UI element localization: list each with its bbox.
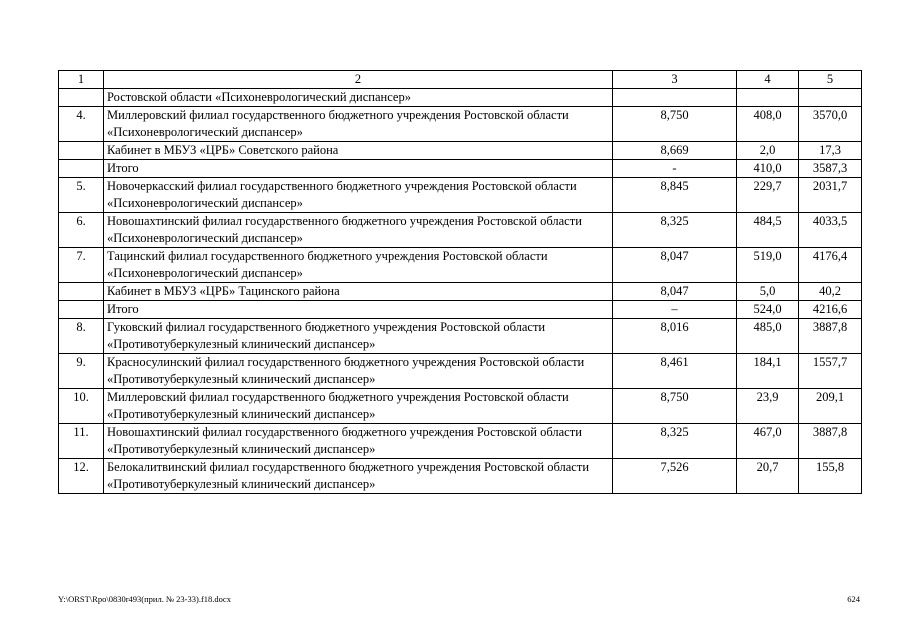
- table-row: [59, 459, 862, 494]
- row-number-cell: 7.: [59, 248, 104, 283]
- row-number-cell: [59, 301, 104, 319]
- col-4-cell: 519,0: [737, 248, 799, 283]
- institution-name-cell: Миллеровский филиал государственного бюджетного учреждения Ростовской области «Противотуберкулезный клинический диспансер»: [104, 389, 613, 424]
- col-4-cell: 485,0: [737, 319, 799, 354]
- col-4-cell: 20,7: [737, 459, 799, 494]
- row-number-cell: [59, 160, 104, 178]
- table-body: [59, 89, 862, 494]
- col-4-cell: 5,0: [737, 283, 799, 301]
- col-3-cell: 8,669: [613, 142, 737, 160]
- col-5-cell: 2031,7: [799, 178, 862, 213]
- table-row: [59, 178, 862, 213]
- col-5-cell: [799, 89, 862, 107]
- footer-page-number: 624: [847, 594, 860, 604]
- col-5-cell: 155,8: [799, 459, 862, 494]
- institution-name-cell: Гуковский филиал государственного бюджетного учреждения Ростовской области «Противотуберкулезный клинический диспансер»: [104, 319, 613, 354]
- row-number-cell: [59, 89, 104, 107]
- col-4-cell: 524,0: [737, 301, 799, 319]
- table-row: [59, 319, 862, 354]
- col-4-cell: 23,9: [737, 389, 799, 424]
- institution-name-cell: Миллеровский филиал государственного бюджетного учреждения Ростовской области «Психоневрологический диспансер»: [104, 107, 613, 142]
- col-5-cell: 17,3: [799, 142, 862, 160]
- header-col-5: 5: [799, 71, 862, 89]
- row-number-cell: 4.: [59, 107, 104, 142]
- institution-name-cell: Новошахтинский филиал государственного бюджетного учреждения Ростовской области «Противотуберкулезный клинический диспансер»: [104, 424, 613, 459]
- col-3-cell: 7,526: [613, 459, 737, 494]
- footer-file-path: Y:\ORST\Rpo\0830r493(прил. № 23-33).f18.docx: [58, 594, 231, 604]
- institution-name-cell: Белокалитвинский филиал государственного бюджетного учреждения Ростовской области «Противотуберкулезный клинический диспансер»: [104, 459, 613, 494]
- col-3-cell: 8,325: [613, 424, 737, 459]
- col-4-cell: 184,1: [737, 354, 799, 389]
- col-5-cell: 1557,7: [799, 354, 862, 389]
- header-col-2: 2: [104, 71, 613, 89]
- col-3-cell: 8,750: [613, 389, 737, 424]
- table-row: [59, 424, 862, 459]
- col-5-cell: 3887,8: [799, 319, 862, 354]
- col-3-cell: 8,750: [613, 107, 737, 142]
- row-number-cell: [59, 283, 104, 301]
- col-3-cell: 8,461: [613, 354, 737, 389]
- table-row: [59, 248, 862, 283]
- col-3-cell: 8,325: [613, 213, 737, 248]
- table-row: [59, 301, 862, 319]
- col-3-cell: -: [613, 160, 737, 178]
- table-head: [59, 71, 862, 89]
- institution-name-cell: Тацинский филиал государственного бюджетного учреждения Ростовской области «Психоневрологический диспансер»: [104, 248, 613, 283]
- col-3-cell: 8,047: [613, 283, 737, 301]
- row-number-cell: 6.: [59, 213, 104, 248]
- col-3-cell: 8,016: [613, 319, 737, 354]
- institution-name-cell: Кабинет в МБУЗ «ЦРБ» Советского района: [104, 142, 613, 160]
- institution-name-cell: Кабинет в МБУЗ «ЦРБ» Тацинского района: [104, 283, 613, 301]
- col-4-cell: 410,0: [737, 160, 799, 178]
- col-5-cell: 209,1: [799, 389, 862, 424]
- institution-name-cell: Новочеркасский филиал государственного бюджетного учреждения Ростовской области «Психоневрологический диспансер»: [104, 178, 613, 213]
- table-row: [59, 89, 862, 107]
- table-row: [59, 354, 862, 389]
- col-4-cell: 484,5: [737, 213, 799, 248]
- col-5-cell: 40,2: [799, 283, 862, 301]
- row-number-cell: 12.: [59, 459, 104, 494]
- header-col-3: 3: [613, 71, 737, 89]
- table-row: [59, 142, 862, 160]
- table-row: [59, 213, 862, 248]
- institution-name-cell: Красносулинский филиал государственного бюджетного учреждения Ростовской области «Противотуберкулезный клинический диспансер»: [104, 354, 613, 389]
- table-row: [59, 283, 862, 301]
- header-col-4: 4: [737, 71, 799, 89]
- col-3-cell: 8,845: [613, 178, 737, 213]
- institution-name-cell: Итого: [104, 160, 613, 178]
- row-number-cell: 5.: [59, 178, 104, 213]
- col-5-cell: 3887,8: [799, 424, 862, 459]
- table-row: [59, 160, 862, 178]
- row-number-cell: 11.: [59, 424, 104, 459]
- institution-name-cell: Новошахтинский филиал государственного бюджетного учреждения Ростовской области «Психоневрологический диспансер»: [104, 213, 613, 248]
- row-number-cell: 9.: [59, 354, 104, 389]
- institution-name-cell: Итого: [104, 301, 613, 319]
- row-number-cell: 8.: [59, 319, 104, 354]
- col-4-cell: 2,0: [737, 142, 799, 160]
- row-number-cell: 10.: [59, 389, 104, 424]
- col-5-cell: 3570,0: [799, 107, 862, 142]
- col-4-cell: [737, 89, 799, 107]
- col-3-cell: –: [613, 301, 737, 319]
- col-4-cell: 408,0: [737, 107, 799, 142]
- header-col-1: 1: [59, 71, 104, 89]
- col-5-cell: 4176,4: [799, 248, 862, 283]
- col-5-cell: 4033,5: [799, 213, 862, 248]
- col-3-cell: [613, 89, 737, 107]
- table-row: [59, 107, 862, 142]
- header-row: [59, 71, 862, 89]
- col-5-cell: 3587,3: [799, 160, 862, 178]
- col-4-cell: 229,7: [737, 178, 799, 213]
- col-4-cell: 467,0: [737, 424, 799, 459]
- col-5-cell: 4216,6: [799, 301, 862, 319]
- col-3-cell: 8,047: [613, 248, 737, 283]
- data-table: [58, 70, 862, 494]
- row-number-cell: [59, 142, 104, 160]
- institution-name-cell: Ростовской области «Психоневрологический диспансер»: [104, 89, 613, 107]
- table-row: [59, 389, 862, 424]
